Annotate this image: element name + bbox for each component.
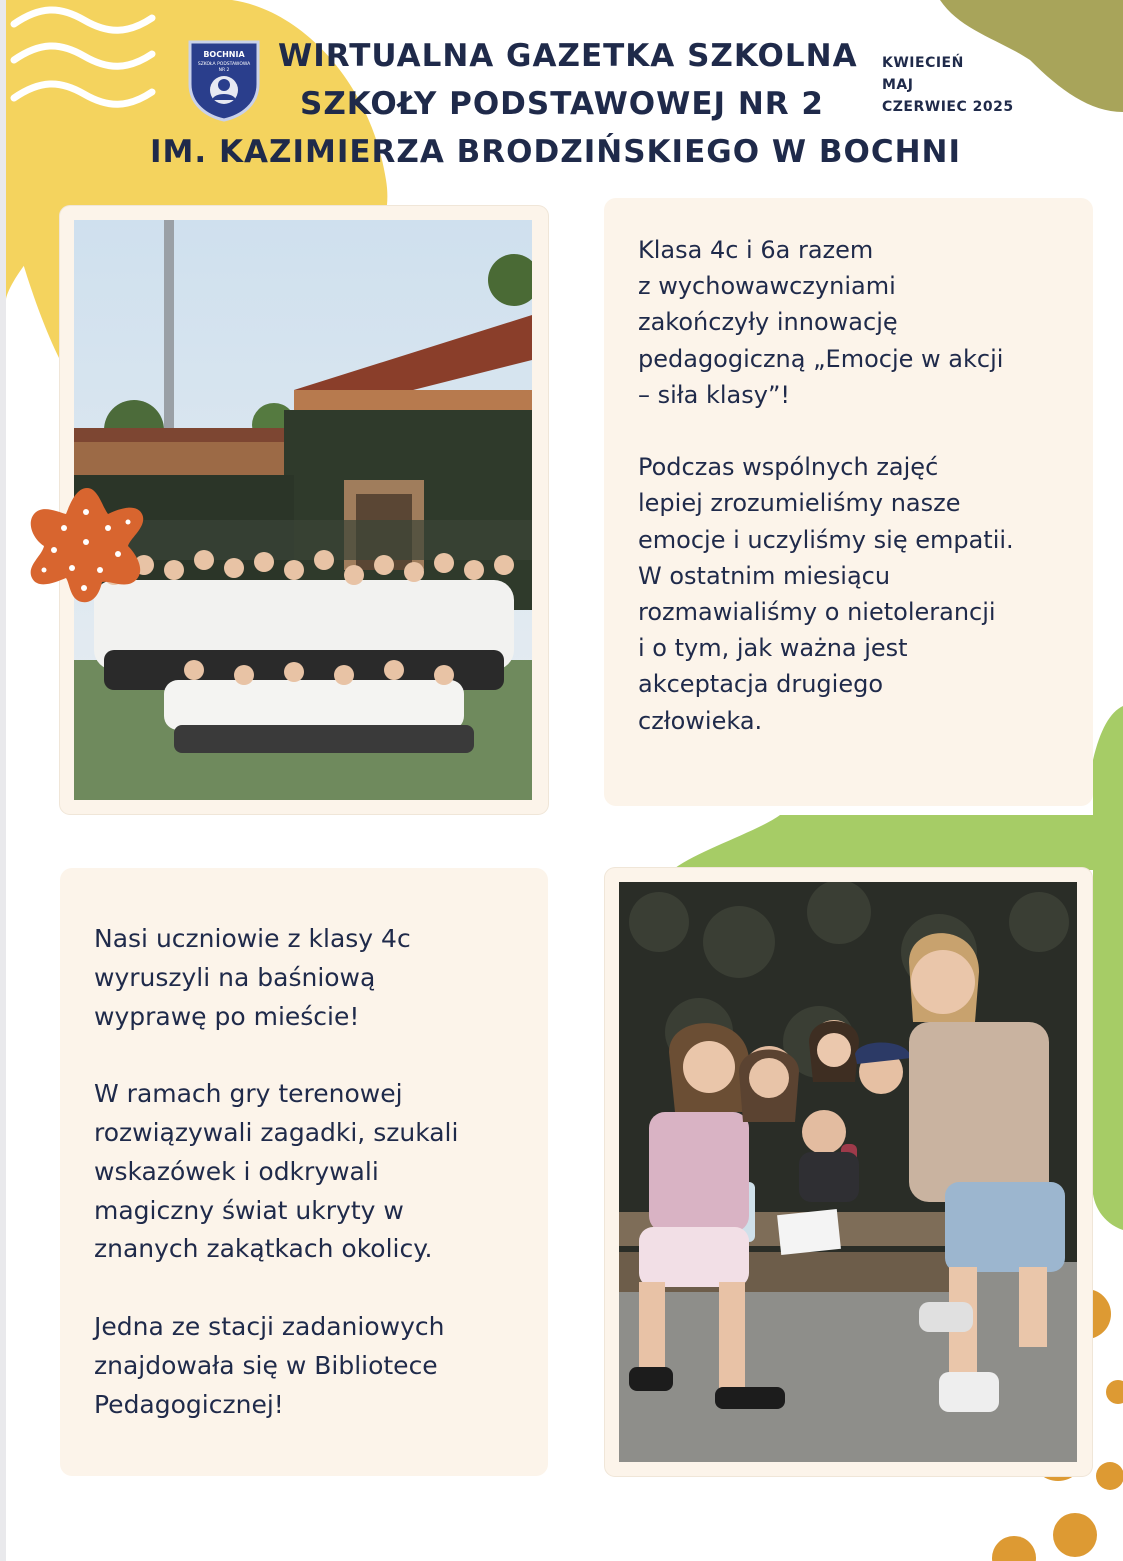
photo-card-city-game [605,868,1092,1476]
school-logo [186,38,262,122]
dot [1096,1462,1123,1490]
date-month-2: MAJ [882,77,914,93]
date-month-1: KWIECIEŃ [882,55,964,71]
article-text-emotions: Klasa 4c i 6a razem z wychowawczyniami zakończyły innowację pedagogiczną „Emocje w akcji – siła klasy”! Podczas wspólnych zajęć lepiej zrozumieliśmy nasze emocje i uczyliśmy się empatii. W ostatnim miesiącu rozmawialiśmy o nietolerancji i o tym, jak ważna jest akceptacja drugiego człowieka. [638,236,1014,735]
flower-decoration [24,484,150,606]
article-text-city-game: Nasi uczniowie z klasy 4c wyruszyli na baśniową wyprawę po mieście! W ramach gry terenowej rozwiązywali zagadki, szukali wskazówek i odkrywali magiczny świat ukryty w znanych zakątkach okolicy. Jedna ze stacji zadaniowych znajdowała się w Bibliotece Pedagogicznej! [94,924,459,1419]
dot [992,1536,1036,1561]
header [0,0,1123,190]
title-line-2: SZKOŁY PODSTAWOWEJ NR 2 [300,86,824,122]
logo-text-1: BOCHNIA [203,50,245,59]
title-line-3: IM. KAZIMIERZA BRODZIŃSKIEGO W BOCHNI [150,134,962,170]
title-line-1: WIRTUALNA GAZETKA SZKOLNA [278,38,858,74]
dot [1053,1513,1097,1557]
logo-text-3: NR 2 [218,68,230,73]
city-game-photo [619,882,1077,1462]
dot [1106,1380,1123,1404]
issue-date [882,52,1014,118]
logo-text-2: SZKOŁA PODSTAWOWA [197,62,251,67]
date-month-3: CZERWIEC 2025 [882,99,1014,115]
